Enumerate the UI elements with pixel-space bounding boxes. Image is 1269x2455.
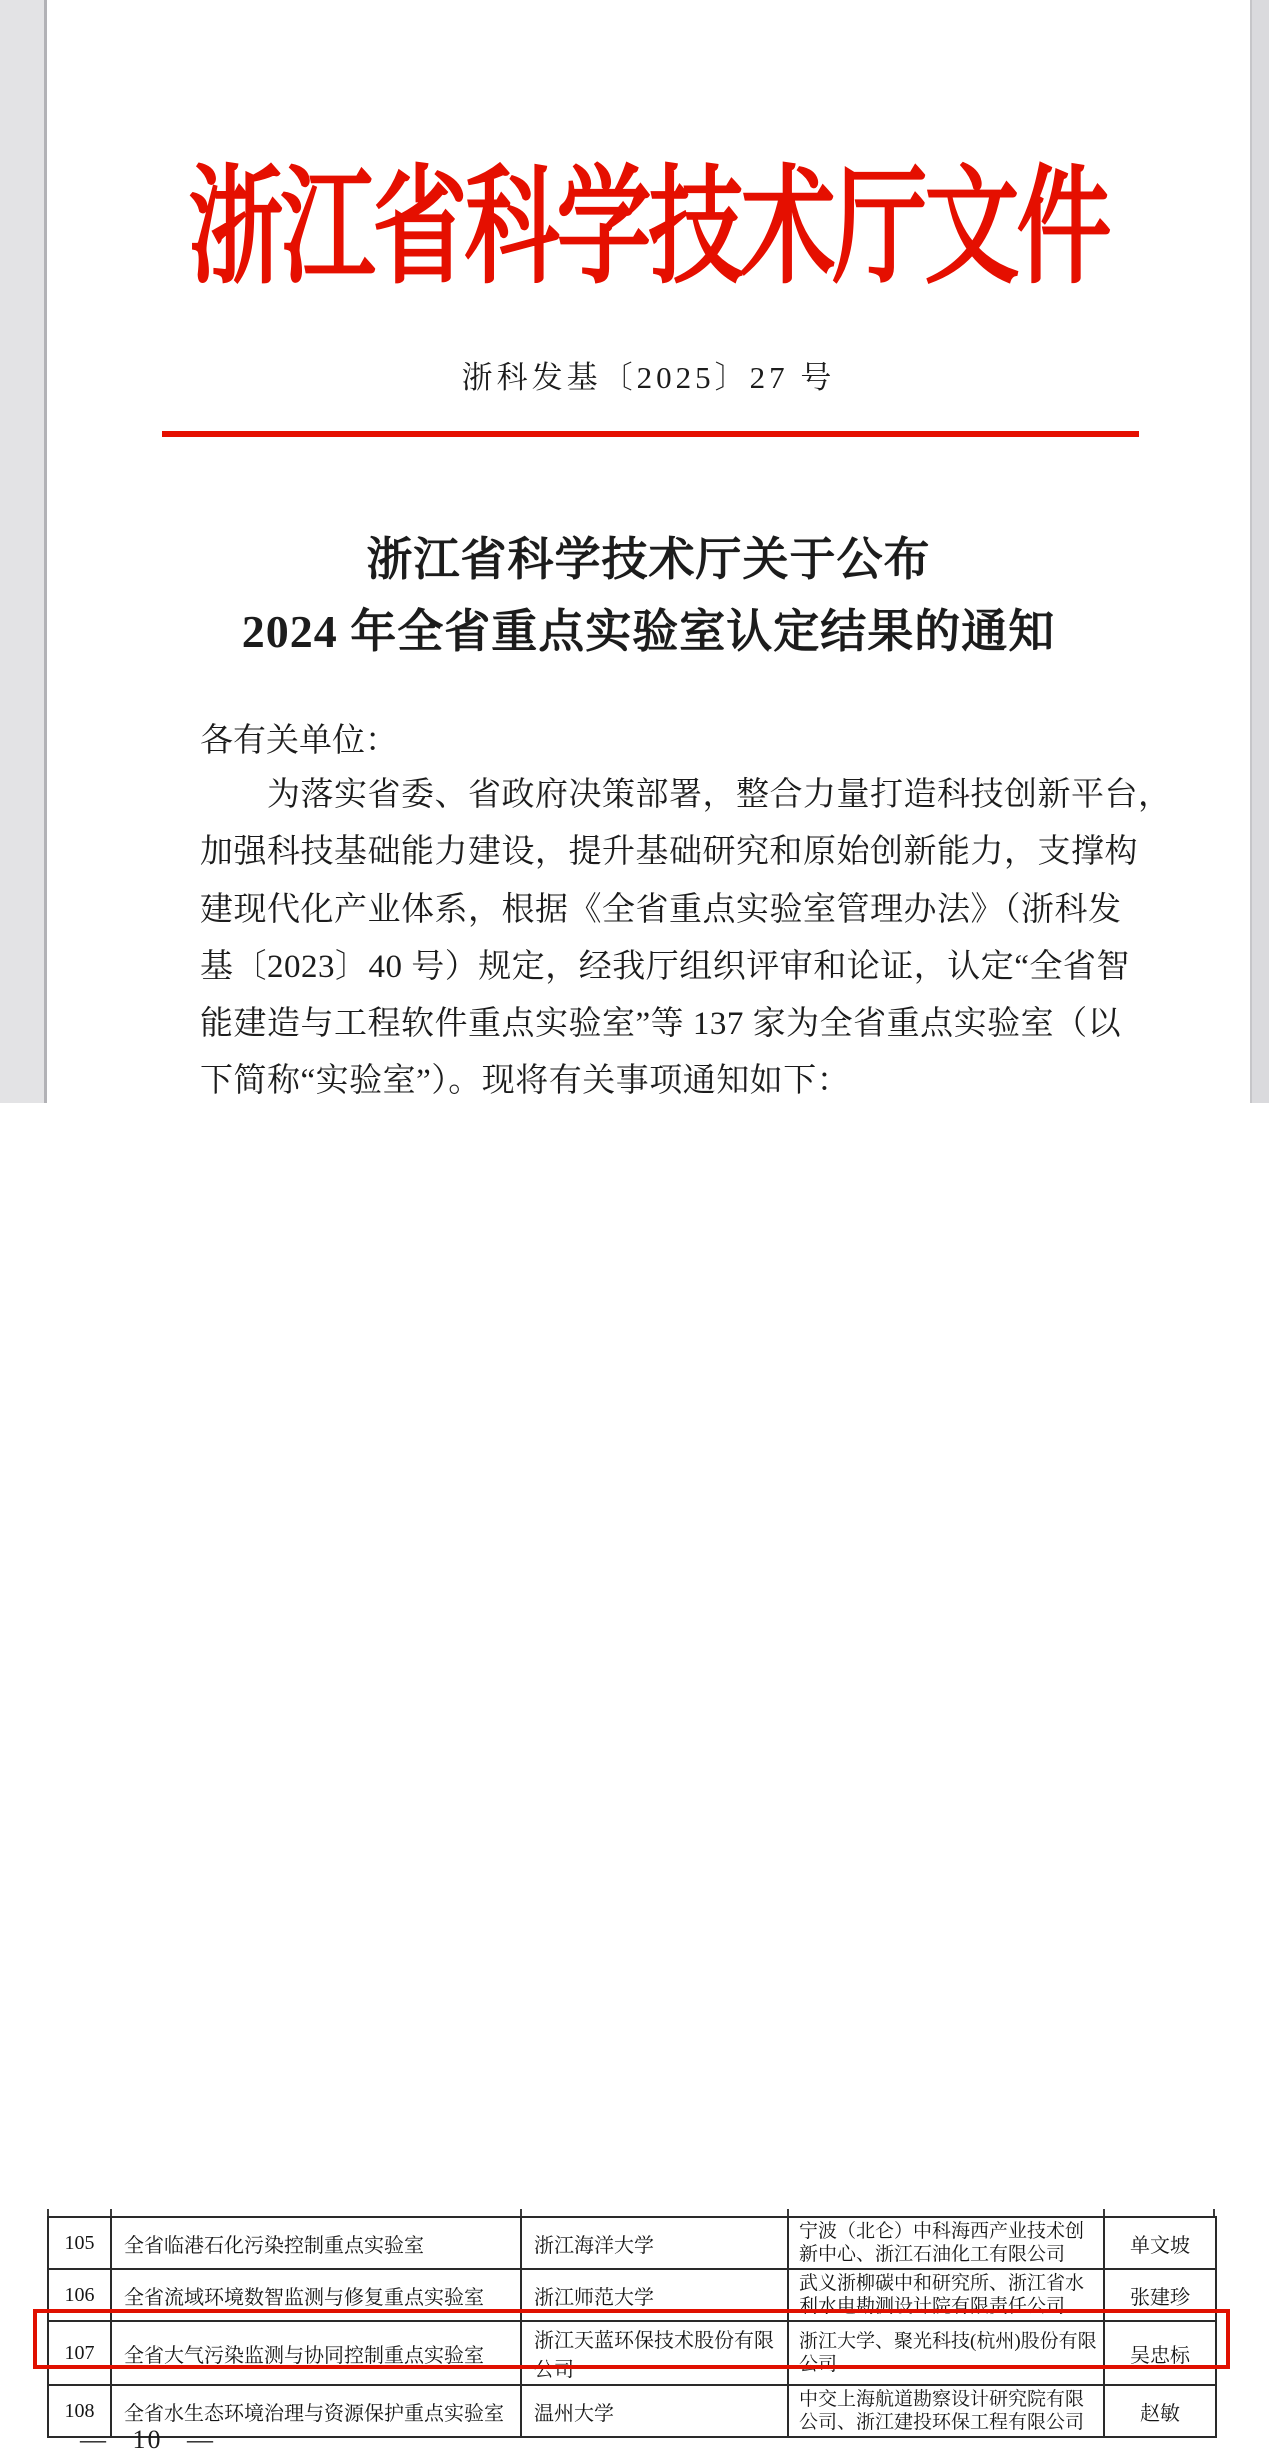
cell-index: 105 (48, 2217, 111, 2269)
cell-director: 张建珍 (1104, 2269, 1216, 2321)
cell-director: 赵敏 (1104, 2385, 1216, 2437)
salutation: 各有关单位： (200, 723, 398, 759)
cell-director: 单文坡 (1104, 2217, 1216, 2269)
scan-left-margin (0, 0, 47, 1113)
cell-index: 106 (48, 2269, 111, 2321)
cell-partner-units: 武义浙柳碳中和研究所、浙江省水利水电勘测设计院有限责任公司 (788, 2269, 1104, 2321)
body-line: 基〔2023〕40 号）规定，经我厅组织评审和论证，认定“全省智 (200, 948, 1130, 985)
letterhead-title: 浙江省科学技术厅文件 (188, 156, 1109, 300)
table-row-highlighted (48, 2321, 1216, 2385)
cell-lab-name: 全省水生态环境治理与资源保护重点实验室 (111, 2385, 521, 2437)
cell-partner-units: 中交上海航道勘察设计研究院有限公司、浙江建投环保工程有限公司 (788, 2385, 1104, 2437)
cell-index: 107 (48, 2321, 111, 2385)
table-body (48, 2217, 1216, 2437)
cell-partner-units: 宁波（北仑）中科海西产业技术创新中心、浙江石油化工有限公司 (788, 2217, 1104, 2269)
cell-host-unit: 浙江海洋大学 (521, 2217, 788, 2269)
body-paragraph (200, 767, 1172, 1111)
table-row (48, 2217, 1216, 2269)
cell-host-unit: 浙江天蓝环保技术股份有限公司 (521, 2321, 788, 2385)
page-number: — 10 — (80, 2425, 215, 2454)
cell-director: 吴忠标 (1104, 2321, 1216, 2385)
notice-title-line1: 浙江省科学技术厅关于公布 (366, 534, 931, 585)
body-line: 加强科技基础能力建设，提升基础研究和原始创新能力，支撑构 (200, 834, 1138, 871)
results-table-sheet (0, 1103, 1269, 2454)
key-lab-results-table (47, 2216, 1217, 2438)
scan-right-margin (1250, 0, 1269, 1125)
cell-lab-name: 全省大气污染监测与协同控制重点实验室 (111, 2321, 521, 2385)
cell-host-unit: 浙江师范大学 (521, 2269, 788, 2321)
document-number: 浙科发基〔2025〕27 号 (461, 360, 836, 395)
notice-title-line2: 2024 年全省重点实验室认定结果的通知 (241, 606, 1056, 657)
table-row (48, 2269, 1216, 2321)
cell-host-unit: 温州大学 (521, 2385, 788, 2437)
body-line: 能建造与工程软件重点实验室”等 137 家为全省重点实验室（以 (200, 1006, 1122, 1043)
body-line: 建现代化产业体系，根据《全省重点实验室管理办法》（浙科发 (200, 891, 1122, 928)
cell-lab-name: 全省临港石化污染控制重点实验室 (111, 2217, 521, 2269)
notice-title (46, 524, 1251, 668)
cell-partner-units: 浙江大学、聚光科技(杭州)股份有限公司 (788, 2321, 1104, 2385)
table-row (48, 2385, 1216, 2437)
cell-index: 108 (48, 2385, 111, 2437)
cell-lab-name: 全省流域环境数智监测与修复重点实验室 (111, 2269, 521, 2321)
body-line: 为落实省委、省政府决策部署，整合力量打造科技创新平台， (267, 777, 1172, 813)
body-line: 下简称“实验室”）。现将有关事项通知如下： (200, 1063, 851, 1100)
letterhead-red-divider (162, 431, 1139, 437)
